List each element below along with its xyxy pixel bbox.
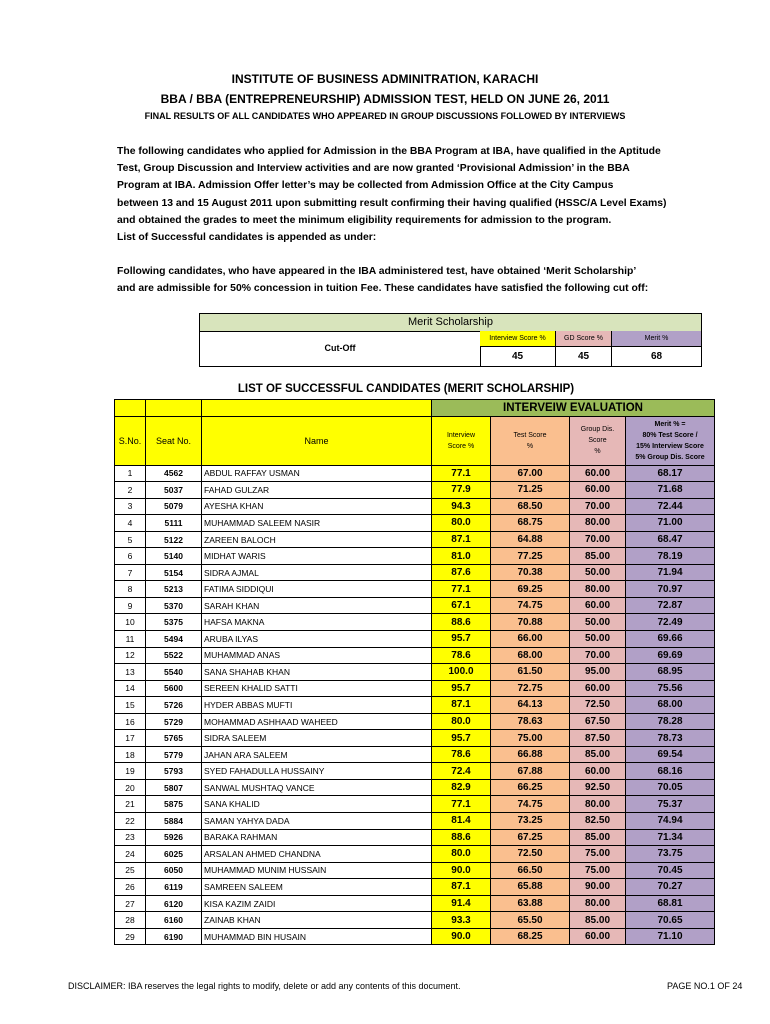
seat-no-cell: 6050 xyxy=(146,862,202,879)
seat-no-cell: 5122 xyxy=(146,531,202,548)
name-cell: MUHAMMAD SALEEM NASIR xyxy=(202,515,432,532)
interview-score-cell: 90.0 xyxy=(432,862,491,879)
gd-score-cell: 60.00 xyxy=(570,928,626,945)
gd-score-cell: 85.00 xyxy=(570,548,626,565)
merit-score-cell: 71.00 xyxy=(626,515,715,532)
table-row xyxy=(115,779,715,796)
table-row xyxy=(115,730,715,747)
name-cell: SANWAL MUSHTAQ VANCE xyxy=(202,779,432,796)
interview-score-cell: 78.6 xyxy=(432,746,491,763)
gd-score-cell: 60.00 xyxy=(570,763,626,780)
gd-score-cell: 50.00 xyxy=(570,564,626,581)
intro-line: Test, Group Discussion and Interview activities and are now granted ‘Provisional Admission’ in the BBA xyxy=(117,163,630,175)
cutoff-title: Merit Scholarship xyxy=(200,314,701,332)
table-row xyxy=(115,680,715,697)
results-subtitle: FINAL RESULTS OF ALL CANDIDATES WHO APPEARED IN GROUP DISCUSSIONS FOLLOWED BY INTERVIEWS xyxy=(144,111,626,121)
name-cell: SANA SHAHAB KHAN xyxy=(202,664,432,681)
intro-line: between 13 and 15 August 2011 upon submitting result confirming their having qualified (HSSC/A Level Exams) xyxy=(117,197,667,209)
interview-score-cell: 77.9 xyxy=(432,482,491,499)
seat-no-cell: 5140 xyxy=(146,548,202,565)
gd-score-cell: 85.00 xyxy=(570,746,626,763)
intro-line: List of Successful candidates is appended as under: xyxy=(117,232,377,244)
merit-score-cell: 71.10 xyxy=(626,928,715,945)
seat-no-cell: 5037 xyxy=(146,482,202,499)
merit-score-cell: 70.05 xyxy=(626,779,715,796)
merit-score-cell: 72.87 xyxy=(626,597,715,614)
results-body xyxy=(115,465,715,945)
test-score-cell: 68.75 xyxy=(491,515,570,532)
table-row xyxy=(115,813,715,830)
intro-line: and obtained the grades to meet the minimum eligibility requirements for admission to the program. xyxy=(117,214,612,226)
interview-score-cell: 77.1 xyxy=(432,465,491,482)
test-score-cell: 67.00 xyxy=(491,465,570,482)
table-row xyxy=(115,564,715,581)
interview-score-cell: 87.1 xyxy=(432,531,491,548)
cutoff-gd-value: 45 xyxy=(556,347,612,366)
interview-score-cell: 95.7 xyxy=(432,680,491,697)
gd-score-cell: 80.00 xyxy=(570,515,626,532)
col-header-seat: Seat No. xyxy=(146,416,202,465)
sno-cell: 4 xyxy=(115,515,146,532)
test-title: BBA / BBA (ENTREPRENEURSHIP) ADMISSION TEST, HELD ON JUNE 26, 2011 xyxy=(160,92,610,106)
interview-score-cell: 81.0 xyxy=(432,548,491,565)
merit-note-line: Following candidates, who have appeared in the IBA administered test, have obtained ‘Merit Scholarship’ xyxy=(117,266,637,277)
col-header-line: Score xyxy=(588,437,607,445)
table-row xyxy=(115,713,715,730)
seat-no-cell: 6119 xyxy=(146,879,202,896)
merit-score-cell: 73.75 xyxy=(626,846,715,863)
merit-score-cell: 75.37 xyxy=(626,796,715,813)
intro-line: Program at IBA. Admission Offer letter’s may be collected from Admission Office at the City Campus xyxy=(117,180,614,192)
seat-no-cell: 5079 xyxy=(146,498,202,515)
interview-score-cell: 93.3 xyxy=(432,912,491,929)
merit-note-paragraph xyxy=(117,263,687,297)
gd-score-cell: 85.00 xyxy=(570,829,626,846)
gd-score-cell: 60.00 xyxy=(570,465,626,482)
name-cell: SANA KHALID xyxy=(202,796,432,813)
sno-cell: 15 xyxy=(115,697,146,714)
test-score-cell: 65.50 xyxy=(491,912,570,929)
col-header-line: % xyxy=(526,442,534,450)
name-cell: SIDRA SALEEM xyxy=(202,730,432,747)
name-cell: SIDRA AJMAL xyxy=(202,564,432,581)
merit-score-cell: 70.65 xyxy=(626,912,715,929)
gd-score-cell: 80.00 xyxy=(570,796,626,813)
merit-score-cell: 68.16 xyxy=(626,763,715,780)
gd-score-cell: 75.00 xyxy=(570,846,626,863)
gd-score-cell: 80.00 xyxy=(570,581,626,598)
table-row xyxy=(115,581,715,598)
seat-no-cell: 5213 xyxy=(146,581,202,598)
gd-score-cell: 95.00 xyxy=(570,664,626,681)
sno-cell: 28 xyxy=(115,912,146,929)
seat-no-cell: 5729 xyxy=(146,713,202,730)
interview-score-cell: 87.1 xyxy=(432,697,491,714)
merit-note-line: and are admissible for 50% concession in tuition Fee. These candidates have satisfied the following cut off: xyxy=(117,283,649,295)
test-score-cell: 72.75 xyxy=(491,680,570,697)
seat-no-cell: 5154 xyxy=(146,564,202,581)
test-score-cell: 68.25 xyxy=(491,928,570,945)
sno-cell: 1 xyxy=(115,465,146,482)
test-score-cell: 68.50 xyxy=(491,498,570,515)
sno-cell: 18 xyxy=(115,746,146,763)
merit-score-cell: 69.66 xyxy=(626,631,715,648)
table-row xyxy=(115,531,715,548)
sno-cell: 13 xyxy=(115,664,146,681)
col-header-line: 15% Interview Score xyxy=(636,442,704,450)
interview-score-cell: 81.4 xyxy=(432,813,491,830)
name-cell: MOHAMMAD ASHHAAD WAHEED xyxy=(202,713,432,730)
header-spacer xyxy=(115,400,146,417)
sno-cell: 16 xyxy=(115,713,146,730)
seat-no-cell: 5793 xyxy=(146,763,202,780)
test-score-cell: 61.50 xyxy=(491,664,570,681)
sno-cell: 23 xyxy=(115,829,146,846)
interview-score-cell: 88.6 xyxy=(432,829,491,846)
table-row xyxy=(115,465,715,482)
sno-cell: 27 xyxy=(115,895,146,912)
interview-score-cell: 77.1 xyxy=(432,581,491,598)
merit-score-cell: 71.34 xyxy=(626,829,715,846)
gd-score-cell: 75.00 xyxy=(570,862,626,879)
cutoff-interview-value: 45 xyxy=(480,347,556,366)
header-spacer xyxy=(202,400,432,417)
merit-score-cell: 75.56 xyxy=(626,680,715,697)
merit-score-cell: 70.27 xyxy=(626,879,715,896)
merit-score-cell: 78.19 xyxy=(626,548,715,565)
interview-score-cell: 95.7 xyxy=(432,730,491,747)
test-score-cell: 66.50 xyxy=(491,862,570,879)
interview-score-cell: 87.6 xyxy=(432,564,491,581)
interview-score-cell: 90.0 xyxy=(432,928,491,945)
test-score-cell: 67.25 xyxy=(491,829,570,846)
sno-cell: 29 xyxy=(115,928,146,945)
results-table xyxy=(114,399,715,945)
gd-score-cell: 90.00 xyxy=(570,879,626,896)
table-row xyxy=(115,647,715,664)
name-cell: FAHAD GULZAR xyxy=(202,482,432,499)
page-number: PAGE NO.1 OF 24 xyxy=(667,981,743,991)
test-score-cell: 64.13 xyxy=(491,697,570,714)
gd-score-cell: 70.00 xyxy=(570,531,626,548)
table-row xyxy=(115,548,715,565)
seat-no-cell: 5375 xyxy=(146,614,202,631)
table-row xyxy=(115,829,715,846)
seat-no-cell: 5111 xyxy=(146,515,202,532)
test-score-cell: 72.50 xyxy=(491,846,570,863)
col-header-line: % xyxy=(594,448,601,456)
col-header-line: Group Dis. xyxy=(580,426,615,434)
seat-no-cell: 6025 xyxy=(146,846,202,863)
sno-cell: 11 xyxy=(115,631,146,648)
gd-score-cell: 92.50 xyxy=(570,779,626,796)
table-row xyxy=(115,746,715,763)
gd-score-cell: 60.00 xyxy=(570,680,626,697)
table-row xyxy=(115,515,715,532)
name-cell: SEREEN KHALID SATTI xyxy=(202,680,432,697)
interview-score-cell: 95.7 xyxy=(432,631,491,648)
table-row xyxy=(115,664,715,681)
name-cell: BARAKA RAHMAN xyxy=(202,829,432,846)
sno-cell: 3 xyxy=(115,498,146,515)
name-cell: MUHAMMAD MUNIM HUSSAIN xyxy=(202,862,432,879)
col-header-line: 5% Group Dis. Score xyxy=(635,453,705,461)
merit-score-cell: 71.94 xyxy=(626,564,715,581)
sno-cell: 17 xyxy=(115,730,146,747)
col-header-line: Merit % = xyxy=(654,420,686,428)
intro-paragraph xyxy=(117,143,677,246)
sno-cell: 5 xyxy=(115,531,146,548)
col-header-line: Score % xyxy=(447,442,475,450)
col-header-line: Interview xyxy=(446,431,475,439)
interview-score-cell: 91.4 xyxy=(432,895,491,912)
name-cell: SAMREEN SALEEM xyxy=(202,879,432,896)
table-row xyxy=(115,912,715,929)
table-row xyxy=(115,928,715,945)
test-score-cell: 63.88 xyxy=(491,895,570,912)
name-cell: HAFSA MAKNA xyxy=(202,614,432,631)
merit-score-cell: 68.17 xyxy=(626,465,715,482)
list-title: LIST OF SUCCESSFUL CANDIDATES (MERIT SCHOLARSHIP) xyxy=(237,383,575,395)
test-score-cell: 74.75 xyxy=(491,796,570,813)
gd-score-cell: 72.50 xyxy=(570,697,626,714)
sno-cell: 8 xyxy=(115,581,146,598)
evaluation-header: INTERVEIW EVALUATION xyxy=(432,400,715,417)
test-score-cell: 69.25 xyxy=(491,581,570,598)
table-row xyxy=(115,697,715,714)
sno-cell: 12 xyxy=(115,647,146,664)
sno-cell: 6 xyxy=(115,548,146,565)
name-cell: ARUBA ILYAS xyxy=(202,631,432,648)
gd-score-cell: 60.00 xyxy=(570,482,626,499)
interview-score-cell: 77.1 xyxy=(432,796,491,813)
merit-score-cell: 70.97 xyxy=(626,581,715,598)
test-score-cell: 78.63 xyxy=(491,713,570,730)
intro-line: The following candidates who applied for Admission in the BBA Program at IBA, have qualified in the Aptitude xyxy=(117,146,661,157)
merit-score-cell: 72.44 xyxy=(626,498,715,515)
gd-score-cell: 82.50 xyxy=(570,813,626,830)
sno-cell: 9 xyxy=(115,597,146,614)
interview-score-cell: 100.0 xyxy=(432,664,491,681)
sno-cell: 2 xyxy=(115,482,146,499)
col-header-interview xyxy=(432,416,491,465)
name-cell: ZAINAB KHAN xyxy=(202,912,432,929)
sno-cell: 14 xyxy=(115,680,146,697)
gd-score-cell: 70.00 xyxy=(570,647,626,664)
name-cell: ZAREEN BALOCH xyxy=(202,531,432,548)
col-header-line: Test Score xyxy=(513,431,547,439)
name-cell: MUHAMMAD BIN HUSAIN xyxy=(202,928,432,945)
name-cell: MIDHAT WARIS xyxy=(202,548,432,565)
table-row xyxy=(115,631,715,648)
merit-score-cell: 71.68 xyxy=(626,482,715,499)
name-cell: ARSALAN AHMED CHANDNA xyxy=(202,846,432,863)
merit-score-cell: 69.69 xyxy=(626,647,715,664)
gd-score-cell: 50.00 xyxy=(570,631,626,648)
col-header-gd xyxy=(570,416,626,465)
test-score-cell: 67.88 xyxy=(491,763,570,780)
header-spacer xyxy=(146,400,202,417)
sno-cell: 22 xyxy=(115,813,146,830)
seat-no-cell: 6190 xyxy=(146,928,202,945)
merit-score-cell: 78.28 xyxy=(626,713,715,730)
seat-no-cell: 5926 xyxy=(146,829,202,846)
sno-cell: 25 xyxy=(115,862,146,879)
table-row xyxy=(115,846,715,863)
cutoff-merit-header: Merit % xyxy=(612,331,701,347)
seat-no-cell: 5884 xyxy=(146,813,202,830)
seat-no-cell: 6160 xyxy=(146,912,202,929)
table-row xyxy=(115,796,715,813)
test-score-cell: 71.25 xyxy=(491,482,570,499)
test-score-cell: 64.88 xyxy=(491,531,570,548)
disclaimer: DISCLAIMER: IBA reserves the legal rights to modify, delete or add any contents of this document. xyxy=(68,981,461,991)
test-score-cell: 66.88 xyxy=(491,746,570,763)
gd-score-cell: 60.00 xyxy=(570,597,626,614)
sno-cell: 19 xyxy=(115,763,146,780)
test-score-cell: 66.25 xyxy=(491,779,570,796)
interview-score-cell: 88.6 xyxy=(432,614,491,631)
seat-no-cell: 5522 xyxy=(146,647,202,664)
table-row xyxy=(115,482,715,499)
table-row xyxy=(115,862,715,879)
gd-score-cell: 67.50 xyxy=(570,713,626,730)
sno-cell: 21 xyxy=(115,796,146,813)
interview-score-cell: 80.0 xyxy=(432,515,491,532)
col-header-sno: S.No. xyxy=(115,416,146,465)
test-score-cell: 77.25 xyxy=(491,548,570,565)
sno-cell: 24 xyxy=(115,846,146,863)
col-header-test xyxy=(491,416,570,465)
seat-no-cell: 5765 xyxy=(146,730,202,747)
table-row xyxy=(115,597,715,614)
interview-score-cell: 94.3 xyxy=(432,498,491,515)
col-header-line: 80% Test Score / xyxy=(642,431,698,439)
interview-score-cell: 80.0 xyxy=(432,846,491,863)
name-cell: JAHAN ARA SALEEM xyxy=(202,746,432,763)
interview-score-cell: 80.0 xyxy=(432,713,491,730)
gd-score-cell: 50.00 xyxy=(570,614,626,631)
table-row xyxy=(115,895,715,912)
seat-no-cell: 5875 xyxy=(146,796,202,813)
seat-no-cell: 4562 xyxy=(146,465,202,482)
table-row xyxy=(115,614,715,631)
merit-score-cell: 68.47 xyxy=(626,531,715,548)
seat-no-cell: 5726 xyxy=(146,697,202,714)
cutoff-interview-header: Interview Score % xyxy=(480,331,556,347)
table-row xyxy=(115,763,715,780)
name-cell: ABDUL RAFFAY USMAN xyxy=(202,465,432,482)
cutoff-label: Cut-Off xyxy=(200,331,481,366)
seat-no-cell: 5600 xyxy=(146,680,202,697)
interview-score-cell: 72.4 xyxy=(432,763,491,780)
seat-no-cell: 5779 xyxy=(146,746,202,763)
test-score-cell: 70.38 xyxy=(491,564,570,581)
test-score-cell: 73.25 xyxy=(491,813,570,830)
merit-score-cell: 69.54 xyxy=(626,746,715,763)
gd-score-cell: 70.00 xyxy=(570,498,626,515)
col-header-name: Name xyxy=(202,416,432,465)
test-score-cell: 75.00 xyxy=(491,730,570,747)
merit-score-cell: 68.95 xyxy=(626,664,715,681)
name-cell: AYESHA KHAN xyxy=(202,498,432,515)
institute-title: INSTITUTE OF BUSINESS ADMINITRATION, KARACHI xyxy=(231,72,539,86)
name-cell: MUHAMMAD ANAS xyxy=(202,647,432,664)
interview-score-cell: 78.6 xyxy=(432,647,491,664)
merit-score-cell: 78.73 xyxy=(626,730,715,747)
merit-score-cell: 74.94 xyxy=(626,813,715,830)
cutoff-merit-value: 68 xyxy=(650,351,663,362)
merit-score-cell: 72.49 xyxy=(626,614,715,631)
interview-score-cell: 67.1 xyxy=(432,597,491,614)
merit-score-cell: 68.81 xyxy=(626,895,715,912)
sno-cell: 26 xyxy=(115,879,146,896)
test-score-cell: 74.75 xyxy=(491,597,570,614)
cutoff-box xyxy=(199,313,702,367)
col-header-merit xyxy=(626,416,715,465)
test-score-cell: 68.00 xyxy=(491,647,570,664)
gd-score-cell: 85.00 xyxy=(570,912,626,929)
interview-score-cell: 82.9 xyxy=(432,779,491,796)
gd-score-cell: 87.50 xyxy=(570,730,626,747)
gd-score-cell: 80.00 xyxy=(570,895,626,912)
name-cell: SYED FAHADULLA HUSSAINY xyxy=(202,763,432,780)
name-cell: KISA KAZIM ZAIDI xyxy=(202,895,432,912)
test-score-cell: 66.00 xyxy=(491,631,570,648)
seat-no-cell: 5370 xyxy=(146,597,202,614)
test-score-cell: 70.88 xyxy=(491,614,570,631)
interview-score-cell: 87.1 xyxy=(432,879,491,896)
seat-no-cell: 5807 xyxy=(146,779,202,796)
merit-score-cell: 68.00 xyxy=(626,697,715,714)
sno-cell: 7 xyxy=(115,564,146,581)
name-cell: SAMAN YAHYA DADA xyxy=(202,813,432,830)
seat-no-cell: 6120 xyxy=(146,895,202,912)
name-cell: HYDER ABBAS MUFTI xyxy=(202,697,432,714)
seat-no-cell: 5540 xyxy=(146,664,202,681)
table-row xyxy=(115,498,715,515)
name-cell: FATIMA SIDDIQUI xyxy=(202,581,432,598)
sno-cell: 20 xyxy=(115,779,146,796)
cutoff-gd-header: GD Score % xyxy=(556,331,612,347)
sno-cell: 10 xyxy=(115,614,146,631)
name-cell: SARAH KHAN xyxy=(202,597,432,614)
table-row xyxy=(115,879,715,896)
merit-score-cell: 70.45 xyxy=(626,862,715,879)
seat-no-cell: 5494 xyxy=(146,631,202,648)
test-score-cell: 65.88 xyxy=(491,879,570,896)
